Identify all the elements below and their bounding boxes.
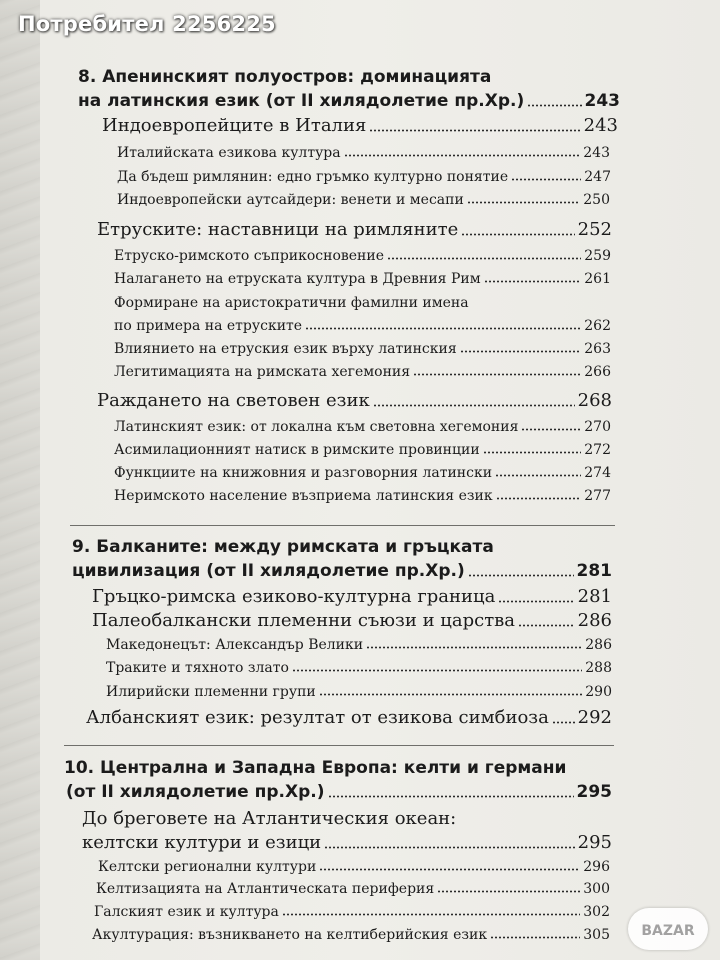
- entry-page: 252: [577, 219, 612, 240]
- entry-page: 286: [585, 637, 612, 653]
- toc-entry: [106, 660, 612, 676]
- toc-entry: [102, 115, 618, 136]
- entry-title: Гръцко-римска езиково-културна граница: [92, 586, 496, 607]
- leader-dots: [305, 327, 581, 330]
- leader-dots: [319, 693, 583, 696]
- entry-title: Неримското население възприема латинския език: [114, 488, 493, 504]
- leader-dots: [319, 868, 580, 871]
- chapter-8-title-line2: [78, 91, 620, 111]
- leader-dots: [387, 257, 581, 260]
- chapter-8-title-line1: 8. Апенинският полуостров: доминацията: [78, 67, 492, 87]
- toc-entry: [92, 927, 610, 943]
- entry-title: Келтизацията на Атлантическата периферия: [96, 881, 435, 897]
- entry-title: Етруско-римското съприкосновение: [114, 248, 385, 264]
- leader-dots: [483, 451, 582, 454]
- leader-dots: [552, 721, 575, 724]
- leader-dots: [282, 913, 580, 916]
- leader-dots: [324, 846, 574, 849]
- entry-page: 262: [584, 318, 611, 334]
- entry-title: Легитимацията на римската хегемония: [114, 364, 411, 380]
- entry-page: 261: [584, 271, 611, 287]
- toc-entry: [106, 684, 612, 700]
- entry-page: 274: [584, 465, 611, 481]
- toc-entry: [106, 637, 612, 653]
- toc-entry: [97, 390, 612, 411]
- leader-dots: [413, 373, 581, 376]
- entry-page: 292: [577, 707, 612, 728]
- entry-title: Функциите на книжовния и разговорния латински: [114, 465, 493, 481]
- toc-entry: [114, 419, 611, 435]
- entry-title: Индоевропейците в Италия: [102, 115, 367, 136]
- leader-dots: [328, 795, 574, 798]
- toc-entry: [117, 169, 611, 185]
- entry-page: 270: [584, 419, 611, 435]
- toc-entry: [114, 341, 611, 357]
- toc-entry-line1: До бреговете на Атлантическия океан:: [82, 808, 457, 829]
- leader-dots: [468, 574, 574, 577]
- toc-entry: [114, 248, 611, 264]
- entry-title: Индоевропейски аутсайдери: венети и месапи: [117, 192, 464, 208]
- divider: [70, 525, 615, 526]
- entry-title: Траките и тяхното злато: [106, 660, 289, 676]
- user-watermark: Потребител 2256225: [18, 12, 276, 36]
- toc-entry: [114, 465, 611, 481]
- entry-page: 296: [583, 859, 610, 875]
- entry-title: Италийската езикова култура: [117, 145, 341, 161]
- toc-entry: [94, 904, 610, 920]
- toc-entry: [82, 832, 612, 853]
- chapter-10-title-text: (от II хилядолетие пр.Хр.): [66, 782, 325, 802]
- toc-entry: [114, 488, 611, 504]
- leader-dots: [527, 104, 581, 107]
- toc-entry-line1: Формиране на аристократични фамилни имена: [114, 295, 469, 311]
- entry-page: 290: [585, 684, 612, 700]
- entry-title: Асимилационният натиск в римските провинции: [114, 442, 480, 458]
- entry-page: 295: [577, 832, 612, 853]
- entry-page: 247: [584, 169, 611, 185]
- entry-page: 305: [583, 927, 610, 943]
- toc-entry: [92, 610, 612, 631]
- entry-page: 302: [583, 904, 610, 920]
- entry-title: Налагането на етруската култура в Древния Рим: [114, 271, 481, 287]
- toc-entry: [117, 145, 610, 161]
- leader-dots: [461, 233, 574, 236]
- entry-title: Албанският език: резултат от езикова симбиоза: [86, 707, 549, 728]
- entry-page: 268: [577, 390, 612, 411]
- leader-dots: [518, 624, 575, 627]
- divider: [64, 745, 614, 746]
- entry-page: 272: [584, 442, 611, 458]
- leader-dots: [495, 474, 581, 477]
- toc-entry: [114, 318, 611, 334]
- toc-entry: [114, 271, 611, 287]
- leader-dots: [521, 428, 581, 431]
- leader-dots: [511, 178, 581, 181]
- chapter-10-title-line2: [66, 782, 612, 802]
- entry-title: Акултурация: възникването на келтиберийския език: [92, 927, 488, 943]
- toc-entry: [86, 707, 612, 728]
- leader-dots: [496, 497, 582, 500]
- toc-entry: [114, 442, 611, 458]
- toc-entry: [97, 219, 612, 240]
- entry-page: 259: [584, 248, 611, 264]
- entry-page: 266: [584, 364, 611, 380]
- entry-page: 263: [584, 341, 611, 357]
- chapter-9-title-text: цивилизация (от II хилядолетие пр.Хр.): [72, 561, 465, 581]
- entry-page: 300: [583, 881, 610, 897]
- chapter-8-page: 243: [584, 91, 620, 111]
- entry-title: Етруските: наставници на римляните: [97, 219, 459, 240]
- chapter-9-title-line1: 9. Балканите: между римската и гръцката: [72, 537, 494, 557]
- leader-dots: [467, 201, 580, 204]
- entry-page: 277: [584, 488, 611, 504]
- chapter-10-page: 295: [576, 782, 612, 802]
- bazar-logo: [628, 908, 708, 950]
- entry-title: Латинският език: от локална към световна хегемония: [114, 419, 519, 435]
- leader-dots: [460, 350, 582, 353]
- entry-title: по примера на етруските: [114, 318, 303, 334]
- bazar-logo-icon: [628, 908, 708, 950]
- entry-title: Келтски регионални култури: [98, 859, 317, 875]
- leader-dots: [369, 129, 580, 132]
- chapter-9-page: 281: [576, 561, 612, 581]
- entry-page: 281: [577, 586, 612, 607]
- leader-dots: [437, 890, 580, 893]
- entry-title: Раждането на световен език: [97, 390, 370, 411]
- leader-dots: [498, 600, 574, 603]
- chapter-9-title-line2: [72, 561, 612, 581]
- leader-dots: [366, 646, 582, 649]
- entry-title: келтски култури и езици: [82, 832, 322, 853]
- entry-page: 243: [583, 145, 610, 161]
- toc-entry: [114, 364, 611, 380]
- entry-title: Влиянието на етруския език върху латинския: [114, 341, 457, 357]
- leader-dots: [484, 280, 582, 283]
- toc-entry: [92, 586, 612, 607]
- entry-title: Македонецът: Александър Велики: [106, 637, 364, 653]
- entry-title: Палеобалкански племенни съюзи и царства: [92, 610, 516, 631]
- svg-text:BAZAR: BAZAR: [641, 923, 695, 939]
- chapter-8-title-text: на латинския език (от II хилядолетие пр.Хр.): [78, 91, 525, 111]
- entry-title: Илирийски племенни групи: [106, 684, 316, 700]
- entry-title: Да бъдеш римлянин: едно гръмко културно понятие: [117, 169, 509, 185]
- entry-page: 243: [583, 115, 618, 136]
- entry-page: 286: [577, 610, 612, 631]
- toc-entry: [117, 192, 610, 208]
- leader-dots: [344, 154, 581, 157]
- leader-dots: [490, 936, 580, 939]
- chapter-10-title-line1: 10. Централна и Западна Европа: келти и германи: [64, 758, 567, 778]
- entry-page: 288: [585, 660, 612, 676]
- toc-entry: [96, 881, 610, 897]
- entry-page: 250: [583, 192, 610, 208]
- leader-dots: [292, 669, 582, 672]
- entry-title: Галският език и култура: [94, 904, 279, 920]
- toc-entry: [98, 859, 610, 875]
- leader-dots: [373, 404, 575, 407]
